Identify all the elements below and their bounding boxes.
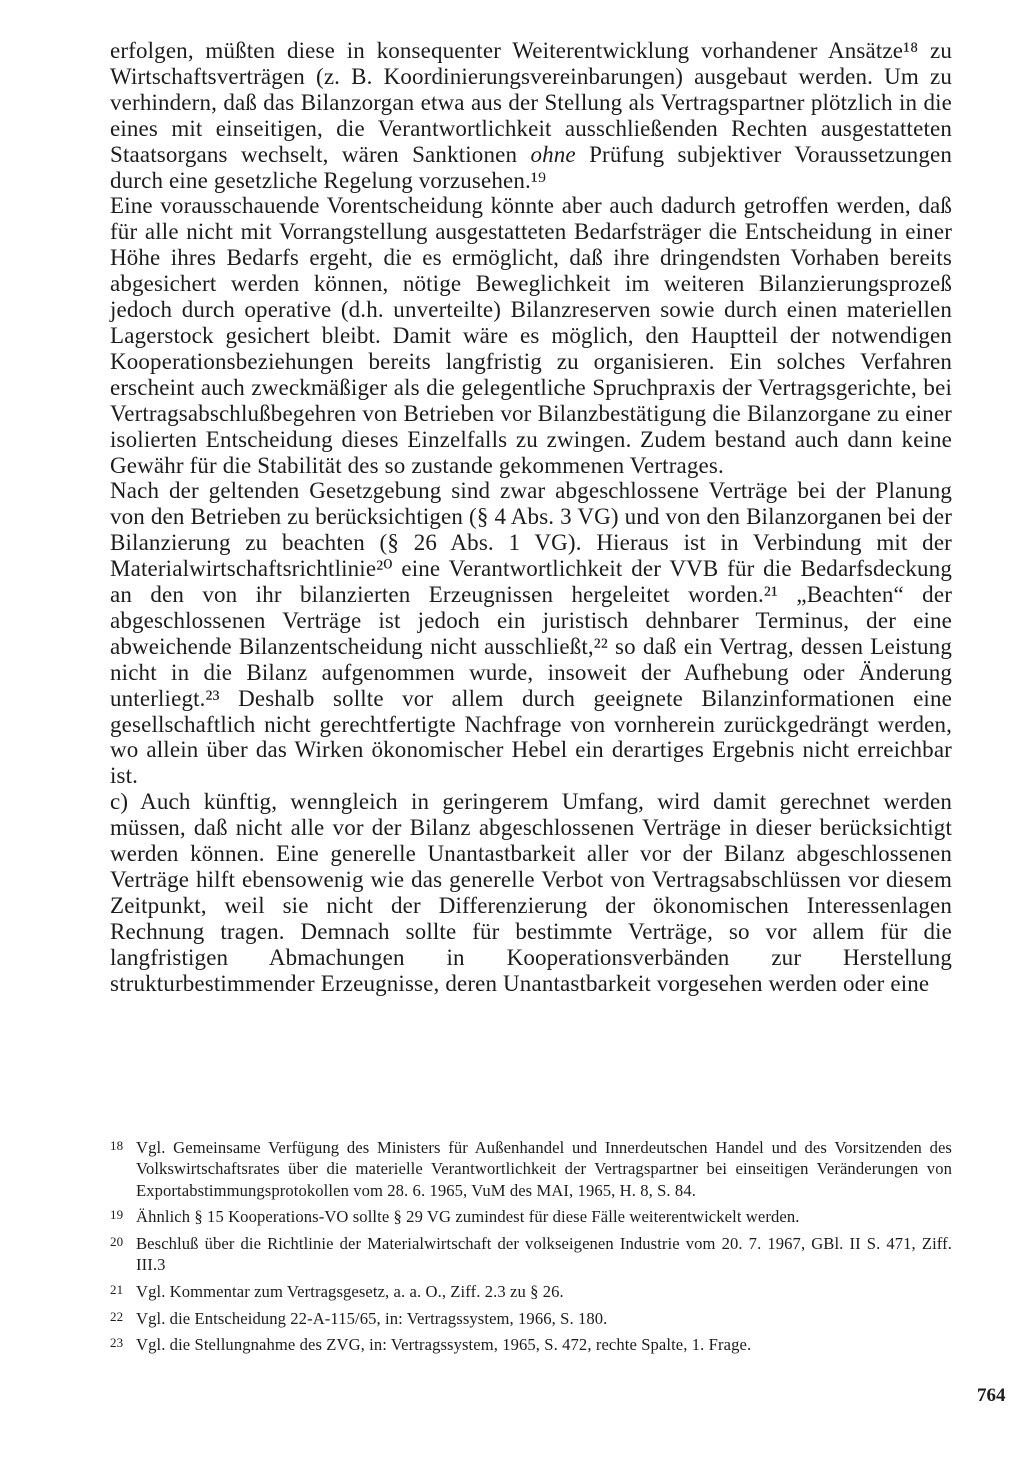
footnote-number: 20 [110, 1233, 124, 1249]
footnote-text: Vgl. Gemeinsame Verfügung des Ministers für Außenhandel und Innerdeutschen Handel und des Vorsitzenden des Volkswirtschaftsrates über die materielle Verantwortlichkeit der Vertragspartner bei einseitigen Veränderungen von Exportabstimmungsprotokollen vom 28. 6. 1965, VuM des MAI, 1965, H. 8, S. 84. [136, 1138, 952, 1200]
footnote-text: Beschluß über die Richtlinie der Materialwirtschaft der volkseigenen Industrie vom 20. 7. 1967, GBl. II S. 471, Ziff. III.3 [136, 1233, 952, 1275]
footnote-text: Vgl. Kommentar zum Vertragsgesetz, a. a. O., Ziff. 2.3 zu § 26. [136, 1281, 564, 1301]
footnote-20 [110, 1233, 952, 1276]
footnote-number: 22 [110, 1308, 124, 1324]
footnote-19 [110, 1206, 952, 1227]
footnote-22 [110, 1308, 952, 1329]
footnotes [110, 1137, 952, 1361]
footnote-21 [110, 1281, 952, 1302]
footnote-number: 21 [110, 1281, 124, 1297]
footnote-text: Vgl. die Stellungnahme des ZVG, in: Vertragssystem, 1965, S. 472, rechte Spalte, 1. Frage. [136, 1335, 752, 1355]
footnote-number: 23 [110, 1335, 124, 1351]
paragraph-3: Nach der geltenden Gesetzgebung sind zwar abgeschlossene Verträge bei der Planung von den Betrieben zu berücksichtigen (§ 4 Abs. 3 VG) und von den Bilanzorganen bei der Bilanzierung zu beachten (§ 26 Abs. 1 VG). Hieraus ist in Verbindung mit der Materialwirtschaftsrichtlinie²⁰ eine Verantwortlichkeit der VVB für die Bedarfsdeckung an den von ihr bilanzierten Erzeugnissen hergeleitet worden.²¹ „Beachten“ der abgeschlossenen Verträge ist jedoch ein juristisch dehnbarer Terminus, der eine abweichende Bilanzentscheidung nicht ausschließt,²² so daß ein Vertrag, dessen Leistung nicht in die Bilanz aufgenommen wurde, insoweit der Aufhebung oder Änderung unterliegt.²³ Deshalb sollte vor allem durch geeignete Bilanzinformationen eine gesellschaftlich nicht gerechtfertigte Nachfrage von vornherein zurückgedrängt werden, wo allein über das Wirken ökonomischer Hebel ein derartiges Ergebnis nicht erreichbar ist. [110, 478, 952, 789]
footnote-18 [110, 1137, 952, 1201]
paragraph-1 [110, 38, 952, 193]
main-text [110, 38, 952, 997]
paragraph-2: Eine vorausschauende Vorentscheidung könnte aber auch dadurch getroffen werden, daß für alle nicht mit Vorrangstellung ausgestatteten Bedarfsträger die Entscheidung in einer Höhe ihres Bedarfs ergeht, die es ermöglicht, daß ihre dringendsten Vorhaben bereits abgesichert werden können, nötige Beweglichkeit im weiteren Bilanzierungsprozeß jedoch durch operative (d.h. unverteilte) Bilanzreserven sowie durch einen materiellen Lagerstock gesichert bleibt. Damit wäre es möglich, den Hauptteil der notwendigen Kooperationsbeziehungen bereits langfristig zu organisieren. Ein solches Verfahren erscheint auch zweckmäßiger als die gelegentliche Spruchpraxis der Vertragsgerichte, bei Vertragsabschlußbegehren von Betrieben vor Bilanzbestätigung die Bilanzorgane zu einer isolierten Entscheidung dieses Einzelfalls zu zwingen. Zudem bestand auch dann keine Gewähr für die Stabilität des so zustande gekommenen Vertrages. [110, 193, 952, 478]
footnote-text: Vgl. die Entscheidung 22-A-115/65, in: Vertragssystem, 1966, S. 180. [136, 1308, 608, 1328]
paragraph-1-text: erfolgen, müßten diese in konsequenter Weiterentwicklung vorhandener Ansätze¹⁸ zu Wirtschaftsverträgen (z. B. Koordinierungsvereinbarungen) ausgebaut werden. Um zu verhindern, daß das Bilanzorgan etwa aus der Stellung als Vertragspartner plötzlich in die eines mit einseitigen, die Verantwortlichkeit ausschließenden Rechten ausgestatteten Staatsorgans wechselt, wären Sanktionen [110, 38, 952, 167]
footnote-number: 18 [110, 1138, 124, 1153]
paragraph-1-emphasis: ohne [530, 141, 576, 167]
footnote-23 [110, 1334, 952, 1355]
page-number: 764 [977, 1385, 1006, 1406]
footnote-text: Ähnlich § 15 Kooperations-VO sollte § 29 VG zumindest für diese Fälle weiterentwickelt werden. [136, 1207, 800, 1227]
paragraph-1-text-after: Prüfung subjektiver Voraussetzungen durch eine gesetzliche Regelung vorzusehen.¹⁹ [110, 141, 952, 193]
paragraph-4: c) Auch künftig, wenngleich in geringerem Umfang, wird damit gerechnet werden müssen, daß nicht alle vor der Bilanz abgeschlossenen Verträge in dieser berücksichtigt werden können. Eine generelle Unantastbarkeit aller vor der Bilanz abgeschlossenen Verträge hilft ebensowenig wie das generelle Verbot von Vertragsabschlüssen vor diesem Zeitpunkt, weil sie nicht der Differenzierung der ökonomischen Interessenlagen Rechnung tragen. Demnach sollte für bestimmte Verträge, so vor allem für die langfristigen Abmachungen in Kooperationsverbänden zur Herstellung strukturbestimmender Erzeugnisse, deren Unantastbarkeit vorgesehen werden oder eine [110, 789, 952, 996]
footnote-number: 19 [110, 1207, 124, 1223]
